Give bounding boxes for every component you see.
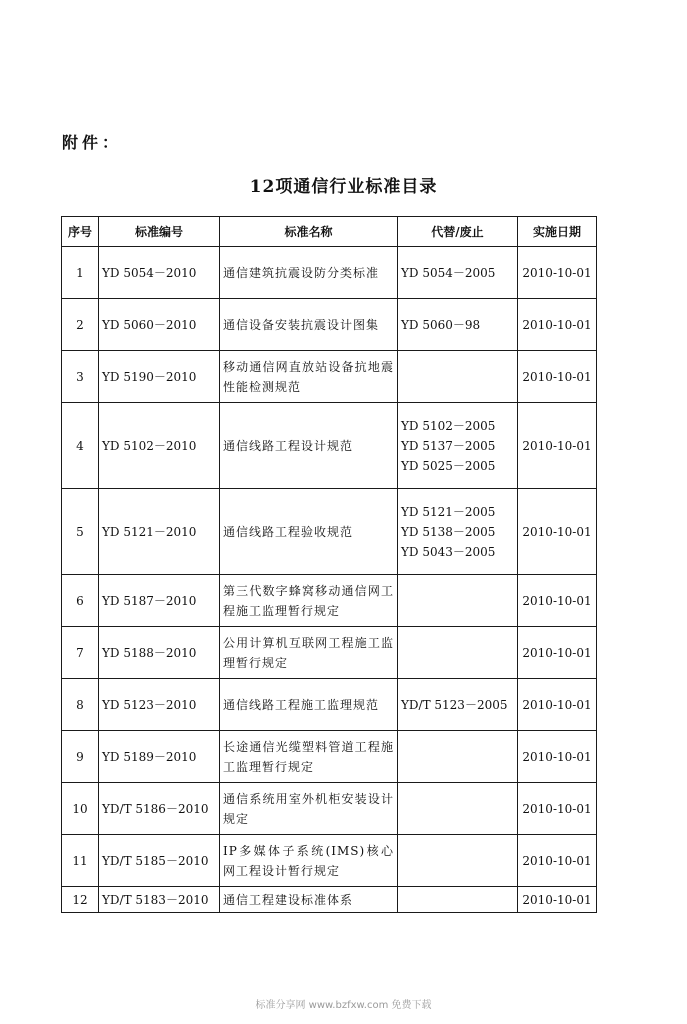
table-row <box>62 489 597 575</box>
standard-code: YD/T 5186－2010 <box>99 783 220 835</box>
standards-table <box>61 216 597 913</box>
standard-name: 通信工程建设标准体系 <box>220 887 398 913</box>
table-row <box>62 679 597 731</box>
standard-name: 公用计算机互联网工程施工监理暂行规定 <box>220 627 398 679</box>
replaced-standard: YD 5121－2005 <box>401 504 496 519</box>
standard-code: YD 5121－2010 <box>99 489 220 575</box>
effective-date: 2010-10-01 <box>518 575 597 627</box>
header-name: 标准名称 <box>220 217 398 247</box>
replaced-standard: YD/T 5123－2005 <box>401 697 508 712</box>
effective-date: 2010-10-01 <box>518 835 597 887</box>
row-number: 2 <box>62 299 99 351</box>
replaces-cell <box>398 489 518 575</box>
table-row <box>62 403 597 489</box>
replaced-standard: YD 5054－2005 <box>401 265 496 280</box>
standard-name: 移动通信网直放站设备抗地震性能检测规范 <box>220 351 398 403</box>
page-title: 12项通信行业标准目录 <box>249 177 438 197</box>
replaces-cell <box>398 679 518 731</box>
table-row <box>62 575 597 627</box>
table-row <box>62 627 597 679</box>
attachment-label: 附件： <box>62 133 123 152</box>
replaces-cell <box>398 575 518 627</box>
standard-code: YD 5123－2010 <box>99 679 220 731</box>
effective-date: 2010-10-01 <box>518 731 597 783</box>
standard-name: 通信线路工程施工监理规范 <box>220 679 398 731</box>
standard-code: YD 5054－2010 <box>99 247 220 299</box>
table-row <box>62 887 597 913</box>
replaces-cell <box>398 403 518 489</box>
header-code: 标准编号 <box>99 217 220 247</box>
table-header-row <box>62 217 597 247</box>
standard-name: 通信线路工程设计规范 <box>220 403 398 489</box>
replaced-standard: YD 5025－2005 <box>401 458 496 473</box>
effective-date: 2010-10-01 <box>518 351 597 403</box>
table-row <box>62 247 597 299</box>
effective-date: 2010-10-01 <box>518 679 597 731</box>
effective-date: 2010-10-01 <box>518 627 597 679</box>
standard-code: YD/T 5183－2010 <box>99 887 220 913</box>
row-number: 11 <box>62 835 99 887</box>
row-number: 12 <box>62 887 99 913</box>
effective-date: 2010-10-01 <box>518 247 597 299</box>
replaces-cell <box>398 247 518 299</box>
effective-date: 2010-10-01 <box>518 783 597 835</box>
replaced-standard: YD 5137－2005 <box>401 438 496 453</box>
replaced-standard: YD 5102－2005 <box>401 418 496 433</box>
standard-code: YD 5190－2010 <box>99 351 220 403</box>
standard-name: 第三代数字蜂窝移动通信网工程施工监理暂行规定 <box>220 575 398 627</box>
standard-code: YD 5060－2010 <box>99 299 220 351</box>
standard-name: 通信系统用室外机柜安装设计规定 <box>220 783 398 835</box>
standard-name: 通信设备安装抗震设计图集 <box>220 299 398 351</box>
table-body <box>62 247 597 913</box>
row-number: 1 <box>62 247 99 299</box>
effective-date: 2010-10-01 <box>518 489 597 575</box>
replaces-cell <box>398 887 518 913</box>
effective-date: 2010-10-01 <box>518 299 597 351</box>
header-date: 实施日期 <box>518 217 597 247</box>
replaces-cell <box>398 835 518 887</box>
effective-date: 2010-10-01 <box>518 887 597 913</box>
replaces-cell <box>398 351 518 403</box>
row-number: 6 <box>62 575 99 627</box>
standard-code: YD/T 5185－2010 <box>99 835 220 887</box>
standard-name: 通信建筑抗震设防分类标准 <box>220 247 398 299</box>
header-no: 序号 <box>62 217 99 247</box>
header-replaces: 代替/废止 <box>398 217 518 247</box>
standard-code: YD 5187－2010 <box>99 575 220 627</box>
replaced-standard: YD 5060－98 <box>401 317 481 332</box>
row-number: 9 <box>62 731 99 783</box>
standard-name: IP多媒体子系统(IMS)核心网工程设计暂行规定 <box>220 835 398 887</box>
row-number: 8 <box>62 679 99 731</box>
row-number: 10 <box>62 783 99 835</box>
standard-code: YD 5102－2010 <box>99 403 220 489</box>
footer-watermark: 标准分享网 www.bzfxw.com 免费下载 <box>255 1000 432 1011</box>
replaces-cell <box>398 731 518 783</box>
replaces-cell <box>398 627 518 679</box>
standard-code: YD 5188－2010 <box>99 627 220 679</box>
row-number: 5 <box>62 489 99 575</box>
table-row <box>62 783 597 835</box>
table-row <box>62 299 597 351</box>
table-row <box>62 835 597 887</box>
standard-name: 通信线路工程验收规范 <box>220 489 398 575</box>
table-row <box>62 351 597 403</box>
effective-date: 2010-10-01 <box>518 403 597 489</box>
replaces-cell <box>398 299 518 351</box>
replaced-standard: YD 5043－2005 <box>401 544 496 559</box>
standard-code: YD 5189－2010 <box>99 731 220 783</box>
replaces-cell <box>398 783 518 835</box>
table-row <box>62 731 597 783</box>
replaced-standard: YD 5138－2005 <box>401 524 496 539</box>
standard-name: 长途通信光缆塑料管道工程施工监理暂行规定 <box>220 731 398 783</box>
row-number: 3 <box>62 351 99 403</box>
row-number: 7 <box>62 627 99 679</box>
row-number: 4 <box>62 403 99 489</box>
